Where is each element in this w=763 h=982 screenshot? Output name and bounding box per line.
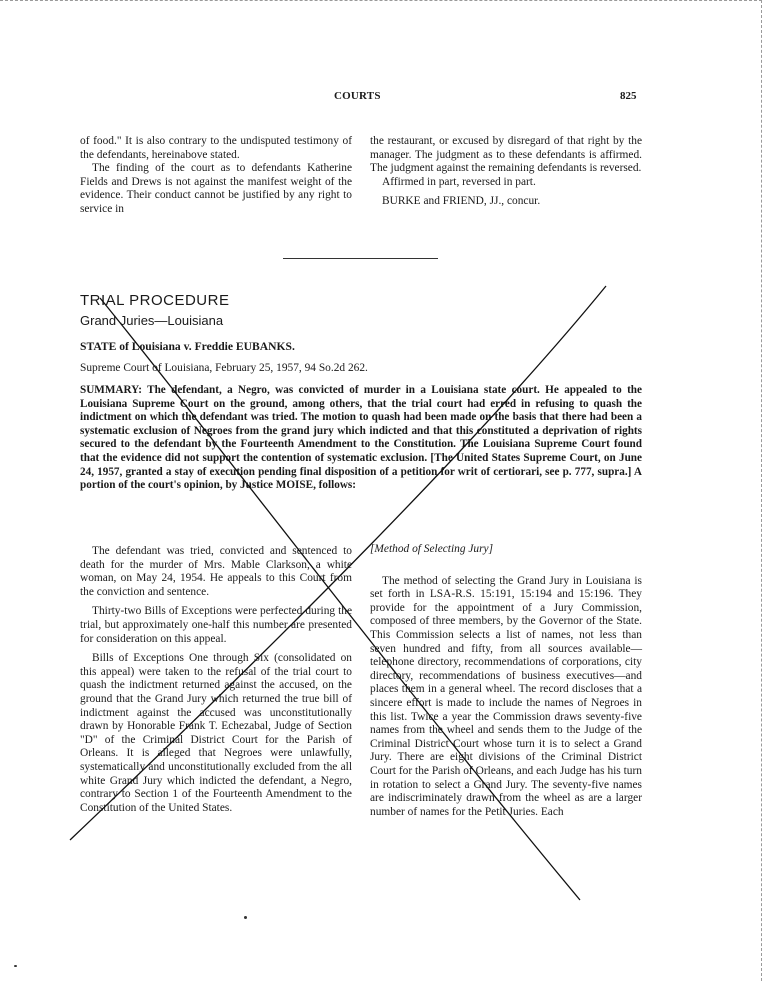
case-title: STATE of Louisiana v. Freddie EUBANKS. [80, 340, 295, 353]
paragraph: the restaurant, or excused by disregard of that right by the manager. The judgment as to these defendants is affirmed. The judgment against the remaining defendants is reversed. [370, 135, 642, 175]
paragraph: Thirty-two Bills of Exceptions were perfected during the trial, but approximately one-half this number are presented for consideration on this appeal. [80, 605, 352, 645]
paragraph: The method of selecting the Grand Jury in Louisiana is set forth in LSA-R.S. 15:191, 15:194 and 15:196. They provide for the appointment of a Jury Commission, composed of three members, by the Governor of the State. This Commission selects a list of names, not less than seven hundred and fifty, from all sources available—telephone directory, recommendations of corporations, city directory, recommendations of business executives—and places them in a general wheel. The record discloses that a sincere effort is made to include the names of Negroes in this list. Twice a year the Commission draws seventy-five names from the wheel and sends them to the Judge of the Criminal District Court whose turn it is to select a Grand Jury. There are eight divisions of the Criminal District Court for the Parish of Orleans, and each Judge has his turn in rotation to select a Grand Jury. The seventy-five names are indiscriminately drawn from the wheel as are a larger number of names for the Petit Juries. Each [370, 574, 642, 818]
summary [80, 384, 642, 493]
paragraph: The finding of the court as to defendants Katherine Fields and Drews is not against the manifest weight of the evidence. Their conduct cannot be justified by any right to service in [80, 162, 352, 215]
bottom-right-column [370, 543, 642, 819]
concurrence: BURKE and FRIEND, JJ., concur. [382, 195, 541, 208]
ink-speck [244, 916, 247, 919]
summary-text: The defendant, a Negro, was convicted of murder in a Louisiana state court. He appealed to the Louisiana Supreme Court on the ground, among others, that the trial court had erred in refusing to quash the indictment on which the defendant was tried. The motion to quash had been made on the basis that there had been a systematic exclusion of Negroes from the grand jury which indicted and that this constituted a deprivation of rights secured to the defendant by the Fourteenth Amendment to the Constitution. The Louisiana Supreme Court found that the evidence did not support the contention of systematic exclusion. [The United States Supreme Court, on June 24, 1957, granted a stay of execution pending final disposition of a petition for writ of certiorari, see p. 777, supra.] A portion of the court's opinion, by Justice MOISE, follows: [80, 384, 642, 492]
bottom-left-column [80, 545, 352, 815]
paragraph: Affirmed in part, reversed in part. [382, 175, 536, 188]
case-citation: Supreme Court of Louisiana, February 25, 1957, 94 So.2d 262. [80, 362, 368, 374]
top-right-column [370, 135, 642, 209]
paragraph: The defendant was tried, convicted and sentenced to death for the murder of Mrs. Mable Clarkson, a white woman, on May 24, 1954. He appeals to this Court from the conviction and sentence. [80, 545, 352, 598]
paragraph: of food." It is also contrary to the undisputed testimony of the defendants, hereinabove stated. [80, 135, 352, 161]
section-title: TRIAL PROCEDURE [80, 292, 230, 309]
running-head [0, 90, 763, 106]
top-left-column [80, 135, 352, 217]
summary-label: SUMMARY: [80, 384, 142, 396]
running-title: COURTS [334, 90, 381, 102]
section-divider [283, 258, 438, 259]
paragraph: Bills of Exceptions One through Six (consolidated on this appeal) were taken to the refusal of the trial court to quash the indictment returned against the accused, on the ground that the Grand Jury which returned the true bill of indictment against the accused was unconstitutionally drawn by Honorable Frank T. Echezabal, Judge of Section "D" of the Criminal District Court for the Parish of Orleans. It is alleged that Negroes were unlawfully, systematically and unconstitutionally excluded from the all white Grand Jury which indicted the defendant, a Negro, contrary to Section 1 of the Fourteenth Amendment to the Constitution of the United States. [80, 652, 352, 814]
section-subtitle: Grand Juries—Louisiana [80, 313, 224, 328]
ink-speck [14, 965, 17, 967]
subheading: [Method of Selecting Jury] [370, 543, 494, 555]
page-number: 825 [620, 90, 637, 102]
